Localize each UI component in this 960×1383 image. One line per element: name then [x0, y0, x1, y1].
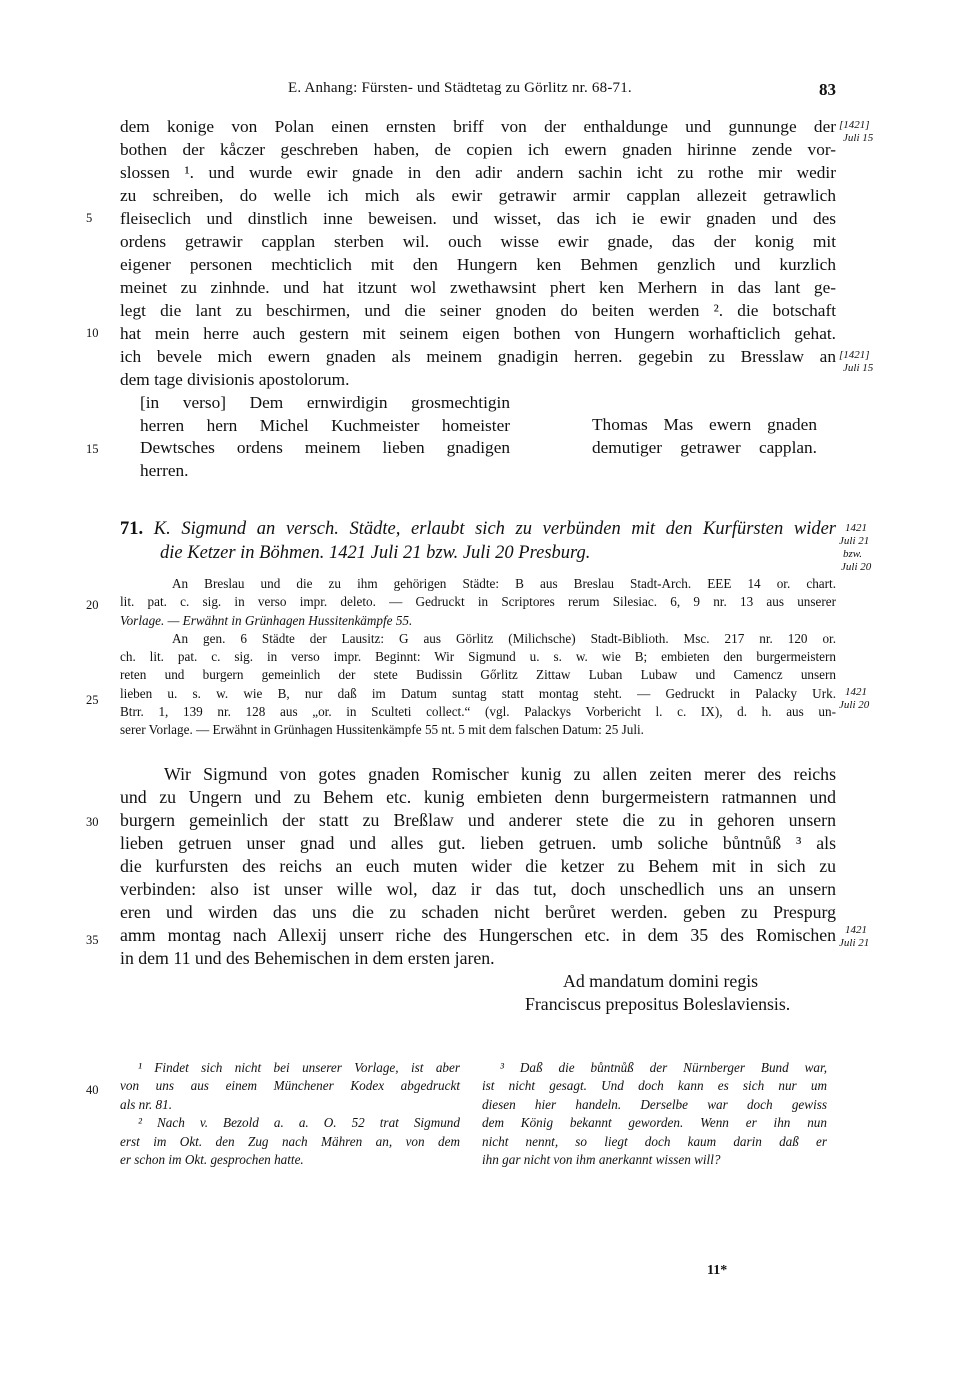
register-line: serer Vorlage. — Erwähnt in Grünhagen Hussitenkämpfe 55 nt. 5 mit dem falschen Datum: 25 Juli.: [120, 722, 644, 738]
register-line: ch. lit. pat. c. sig. in verso impr. Beginnt: Wir Sigmund u. s. w. wie B; embieten den burgermeistern: [120, 649, 836, 665]
document-71-title: [120, 517, 836, 565]
margin-date-note: [839, 522, 899, 574]
text-line: zu schreiben, do welle ich mich als ewir getrawir armir capplan allezeit getrawlich: [120, 186, 836, 205]
verso-address: [140, 392, 510, 482]
line-number: 25: [86, 693, 99, 707]
title-line: K. Sigmund an versch. Städte, erlaubt sich zu verbünden mit den Kurfürsten wider: [153, 519, 837, 539]
margin-date-note: [839, 686, 899, 712]
margin-date-note: [839, 119, 899, 145]
margin-note-line: Juli 21: [839, 535, 870, 547]
footnote-line: ihn gar nicht von ihm anerkannt wissen will?: [482, 1152, 721, 1168]
text-line: slossen ¹. und wurde ewir gnade in den adir andern sachin icht zu rothe mir wedir: [120, 163, 836, 182]
footnote-line: ³ Daß die bůntnůß der Nürnberger Bund war,: [500, 1060, 827, 1075]
footnote-line: als nr. 81.: [120, 1096, 173, 1112]
line-number: 35: [86, 933, 99, 947]
text-line: ordens getrawir capplan sterben wil. ouch wisse ewir gnade, das der konig mit: [120, 232, 836, 251]
line-number: 15: [86, 442, 99, 456]
margin-date-note: [839, 924, 899, 950]
verso-line: herren.: [140, 460, 189, 480]
text-line: ich bevele mich ewern gnaden als meinem gnadigin herren. gegebin zu Bresslaw an: [120, 347, 836, 366]
chancery-signature: Franciscus prepositus Boleslaviensis.: [525, 994, 791, 1014]
line-number: 10: [86, 326, 99, 340]
text-line: in dem 11 und des Behemischen in dem ersten jaren.: [120, 948, 495, 968]
text-line: die kurfursten des reichs an euch muten wider die ketzer zu Behem mit in sich zu: [120, 856, 836, 876]
text-line: dem tage divisionis apostolorum.: [120, 370, 350, 389]
letter-signature: [592, 414, 817, 459]
page-number: 83: [819, 80, 836, 99]
text-line: legt die lant zu beschirmen, und die seiner gnoden do beiten werden ². die botschaft: [120, 301, 836, 320]
running-title: E. Anhang: Fürsten- und Städtetag zu Görlitz nr. 68-71.: [288, 80, 632, 96]
verso-line: Dewtsches ordens meinem lieben gnadigen: [140, 438, 510, 457]
footnote-line: von uns aus einem Münchener Kodex abgedruckt: [120, 1078, 460, 1094]
margin-note-line: 1421: [845, 522, 867, 534]
verso-line: herren hern Michel Kuchmeister homeister: [140, 415, 510, 435]
text-line: eigener personen mechticlich mit den Hungern ken Behmen genzlich und kurzlich: [120, 255, 836, 274]
line-number: 40: [86, 1083, 99, 1097]
register-line: An Breslau und die zu ihm gehörigen Städte: B aus Breslau Stadt-Arch. EEE 14 or. chart.: [172, 576, 836, 591]
margin-note-line: 1421: [845, 924, 867, 936]
line-number: 20: [86, 598, 99, 612]
margin-note-line: bzw.: [843, 548, 863, 560]
footnote-line: ² Nach v. Bezold a. a. O. 52 trat Sigmund: [138, 1115, 460, 1131]
signature-line: demutiger getrawer capplan.: [592, 437, 817, 457]
register-line: Btrr. 1, 139 nr. 128 aus „or. in Sculteti collect.“ (vgl. Palackys Vorbericht l. c. IX), d. h. aus un-: [120, 704, 836, 720]
margin-note-line: Juli 15: [843, 132, 874, 144]
text-line: hat mein herre auch gestern mit seinem eigen bothen von Hungern worhafticlich gehat.: [120, 324, 836, 343]
register-line: reten und burgern gemeinlich der stete Budissin Gőrlitz Zittaw Luban Lubaw und Camencz unsern: [120, 667, 836, 683]
footnote-line: nicht nennt, so liegt doch kaum darin daß er: [482, 1133, 827, 1149]
text-line: verbinden: also ist unser wille wol, daz ir das tut, doch unschedlich uns an unsern: [120, 879, 836, 899]
register-line: lit. pat. c. sig. in verso impr. deleto. — Gedruckt in Scriptores rerum Silesiac. 6, 9 nr. 13 aus unserer: [120, 594, 836, 610]
text-line: bothen der kåczer geschreben haben, de copien ich ewern gnaden hirinne zende vor-: [120, 140, 836, 159]
margin-note-line: Juli 20: [841, 561, 872, 573]
text-line: lieben getruen unser gnad und alles gut. lieben getruen. umb soliche bůntnůß ³ als: [120, 833, 836, 853]
footnote-line: ¹ Findet sich nicht bei unserer Vorlage, ist aber: [138, 1060, 460, 1075]
chancery-note: Ad mandatum domini regis: [563, 971, 759, 991]
text-line: eren und wirden das uns die zu schaden nicht berůret werden. geben zu Prespurg: [120, 902, 836, 922]
verso-line: [in verso] Dem ernwirdigin grosmechtigin: [140, 393, 510, 412]
footnotes-left: [120, 1059, 460, 1169]
signature-line: Thomas Mas ewern gnaden: [592, 415, 817, 434]
footnote-line: diesen hier handeln. Derselbe war doch gewiss: [482, 1096, 827, 1112]
margin-note-line: Juli 15: [843, 362, 874, 374]
text-line: amm montag nach Allexij unserr riche des Hungerschen etc. in dem 35 des Romischen: [120, 925, 836, 945]
document-number: 71.: [120, 519, 144, 539]
footnote-line: ist nicht gesagt. Und doch kann es sich nur um: [482, 1078, 827, 1094]
sheet-signature-mark: 11*: [707, 1263, 728, 1278]
line-number: 5: [86, 211, 93, 225]
source-register: [120, 575, 836, 740]
text-line: fleiseclich und dinstlich inne beweisen. und wisset, das ich ie ewir gnaden und des: [120, 209, 836, 228]
margin-note-line: 1421: [845, 686, 867, 698]
text-line: und zu Ungern und zu Behem etc. kunig embieten denn burgermeistern ratmannen und: [120, 787, 836, 807]
register-line: lieben u. s. w. wie B, nur daß im Datum suntag statt montag steht. — Gedruckt in Palacky Urk.: [120, 685, 836, 701]
margin-note-line: [1421]: [839, 119, 870, 131]
line-number: 30: [86, 815, 99, 829]
text-line: Wir Sigmund von gotes gnaden Romischer kunig zu allen zeiten merer des reichs: [164, 764, 836, 784]
register-line: An gen. 6 Städte der Lausitz: G aus Görlitz (Milichsche) Stadt-Biblioth. Msc. 217 nr. 120 or.: [172, 630, 836, 646]
footnote-line: dem König bekannt geworden. Wenn er ihn nun: [482, 1115, 827, 1131]
text-line: burgern gemeinlich der statt zu Breßlaw und anderer stete die zu in gehoren unsern: [120, 810, 836, 830]
register-line: Vorlage. — Erwähnt in Grünhagen Hussitenkämpfe 55.: [120, 612, 413, 628]
margin-note-line: Juli 21: [839, 937, 870, 949]
footnotes-right: [482, 1059, 827, 1169]
margin-note-line: Juli 20: [839, 699, 870, 711]
text-line: meinet zu zinhnde. und hat itzunt wol zwethawsint phert ken Merhern in das lant ge-: [120, 278, 836, 297]
text-line: dem konige von Polan einen ernsten briff von der enthaldunge und gunnunge der: [120, 117, 836, 136]
title-line: die Ketzer in Böhmen. 1421 Juli 21 bzw. Juli 20 Presburg.: [160, 543, 591, 563]
footnote-line: er schon im Okt. gesprochen hatte.: [120, 1152, 304, 1168]
margin-date-note: [839, 349, 899, 375]
margin-note-line: [1421]: [839, 349, 870, 361]
footnote-line: erst im Okt. den Zug nach Mähren an, von dem: [120, 1133, 460, 1149]
